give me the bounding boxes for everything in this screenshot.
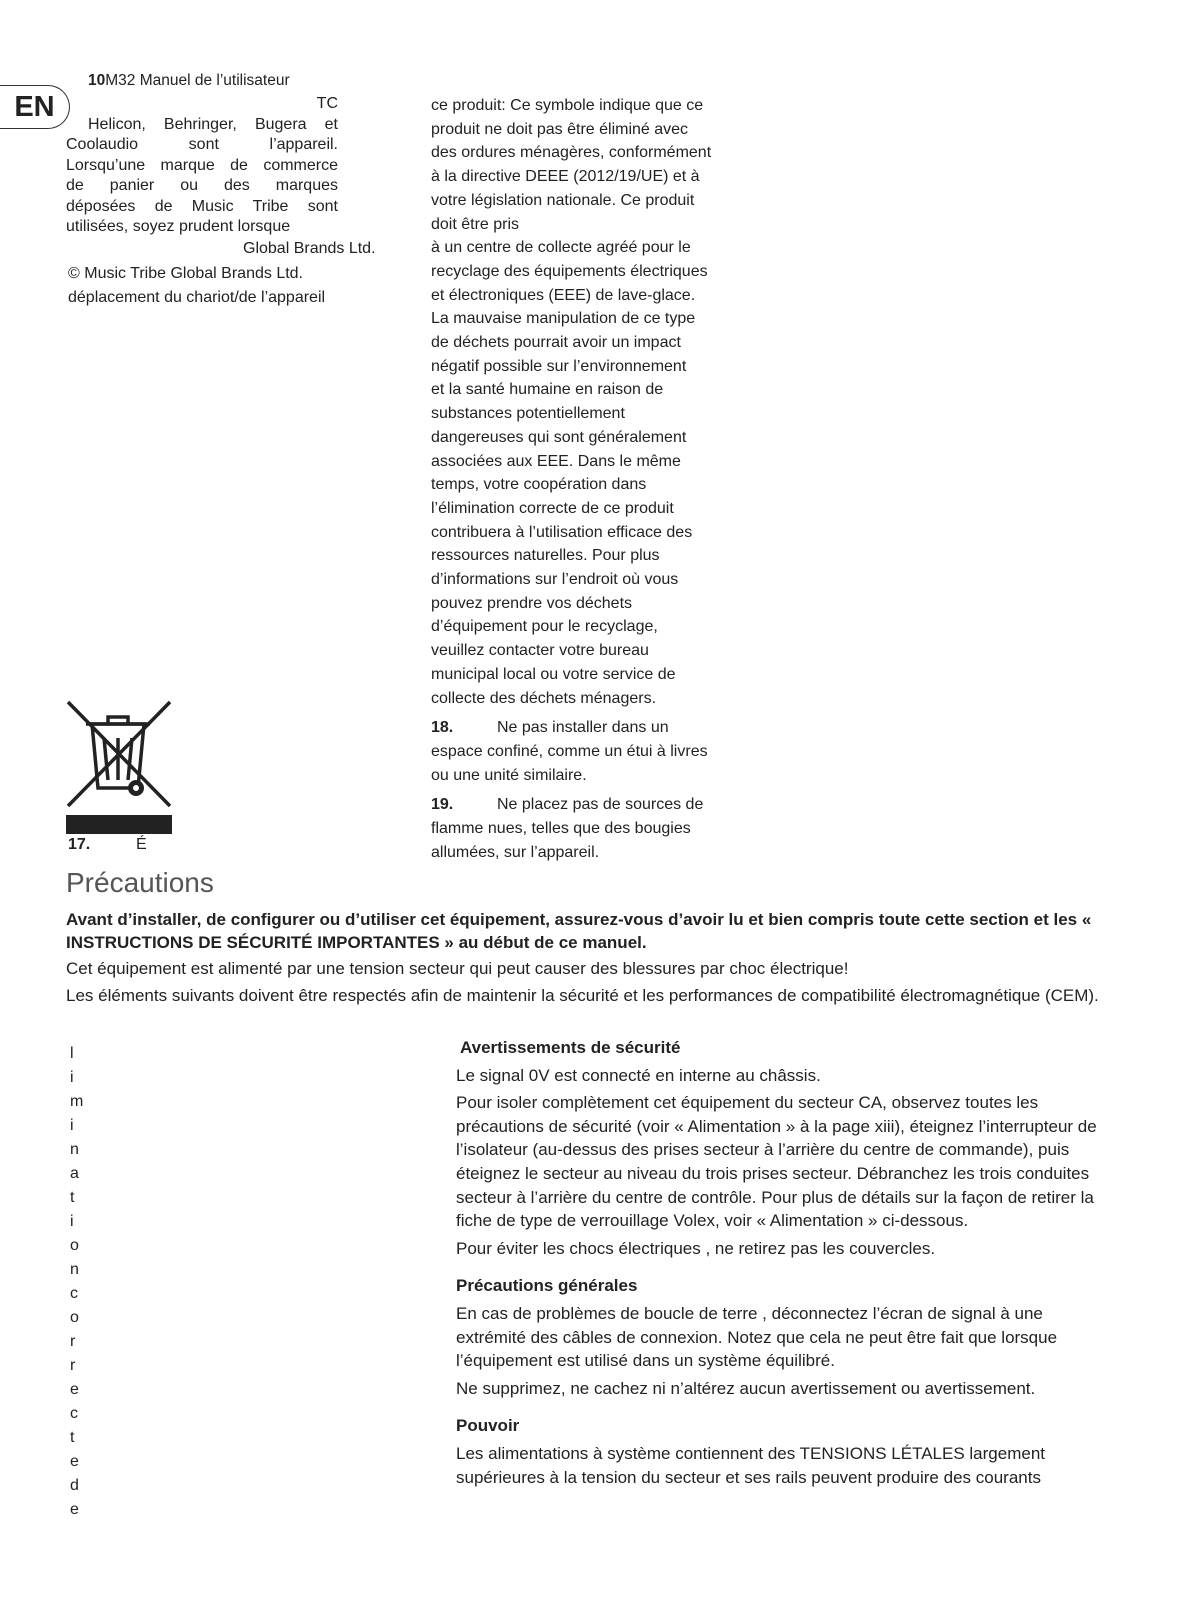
weee-line: municipal local ou votre service de (431, 665, 676, 683)
item-18-number: 18. (431, 719, 454, 737)
weee-line: dangereuses qui sont généralement (431, 428, 687, 446)
paragraph: Ne supprimez, ne cachez ni n’altérez aucun avertissement ou avertissement. (456, 1378, 1036, 1398)
weee-line: négatif possible sur l’environnement (431, 357, 687, 375)
page-number: 10 (88, 72, 106, 89)
weee-bin-icon (64, 698, 174, 848)
vertical-letter: a (70, 1165, 79, 1182)
manual-title: M32 Manuel de l’utilisateur (105, 72, 290, 89)
trademark-line: Helicon, Behringer, Bugera et (88, 115, 338, 133)
item-19 (431, 793, 751, 864)
weee-line: ressources naturelles. Pour plus (431, 547, 660, 565)
weee-line: ce produit: Ce symbole indique que ce (431, 97, 704, 114)
weee-line: à un centre de collecte agréé pour le (431, 239, 691, 257)
item-19-line: flamme nues, telles que des bougies (431, 820, 691, 838)
vertical-letter: e (70, 1501, 79, 1518)
item-17-number: 17. (68, 836, 91, 853)
item-18-line: espace confiné, comme un étui à livres (431, 742, 708, 760)
weee-line: votre législation nationale. Ce produit (431, 191, 695, 209)
vertical-letter: r (70, 1333, 76, 1350)
vertical-letter: o (70, 1237, 79, 1254)
weee-line: temps, votre coopération dans (431, 476, 647, 494)
vertical-letter: i (70, 1117, 74, 1134)
vertical-letter: d (70, 1477, 79, 1494)
section-paragraph: Les éléments suivants doivent être respectés afin de maintenir la sécurité et les performances de compatibilité électromagnétique (CEM). (66, 986, 1099, 1005)
vertical-letter: t (70, 1189, 75, 1206)
trademark-line: de panier ou des marques (66, 177, 338, 194)
heading-safety: Avertissements de sécurité (460, 1038, 681, 1057)
item-17-letter: É (136, 836, 147, 853)
weee-line: produit ne doit pas être éliminé avec (431, 120, 689, 138)
vertical-letter: e (70, 1381, 79, 1398)
weee-notice (431, 94, 751, 869)
weee-line: La mauvaise manipulation de ce type (431, 310, 696, 328)
weee-line: associées aux EEE. Dans le même (431, 452, 681, 470)
paragraph: Pour isoler complètement cet équipement du secteur CA, observez toutes les précautions de sécurité (voir « Alimentation » à la page xiii), éteignez l’interrupteur de l’isolateur (au-dessus des prises secteur à l’arrière du centre de commande), puis éteignez le secteur au niveau du trois prises secteur. Débranchez les trois conduites secteur à l’arrière du centre de contrôle. Pour plus de détails sur la façon de retirer la fiche de type de verrouillage Volex, voir « Alimentation » ci-dessous. (456, 1093, 1097, 1231)
copyright: © Music Tribe Global Brands Ltd. (68, 265, 303, 282)
trademark-line: déposées de Music Tribe sont (66, 197, 338, 215)
trademark-line: utilisées, soyez prudent lorsque (66, 218, 291, 235)
vertical-letter: t (70, 1429, 75, 1446)
item-19-line: Ne placez pas de sources de (497, 796, 704, 814)
page-header (88, 72, 290, 90)
vertical-letter: e (70, 1453, 79, 1470)
weee-line: substances potentiellement (431, 405, 625, 423)
section-lead: Avant d’installer, de configurer ou d’utiliser cet équipement, assurez-vous d’avoir lu et bien compris toute cette section et les « INSTRUCTIONS DE SÉCURITÉ IMPORTANTES » au début de ce manuel. (66, 910, 1092, 952)
weee-line: recyclage des équipements électriques (431, 262, 708, 280)
paragraph: Les alimentations à système contiennent des TENSIONS LÉTALES largement supérieures à la tension du secteur et ses rails peuvent produire des courants (456, 1443, 1045, 1487)
weee-line: collecte des déchets ménagers. (431, 689, 657, 707)
heading-general: Précautions générales (456, 1276, 638, 1296)
vertical-letter: n (70, 1261, 79, 1278)
paragraph: Pour éviter les chocs électriques , ne retirez pas les couvercles. (456, 1238, 936, 1258)
trademark-tc: TC (316, 95, 338, 112)
vertical-letter: i (70, 1213, 74, 1230)
global-brands: Global Brands Ltd. (243, 240, 376, 257)
language-tab: EN (0, 85, 70, 129)
vertical-letter: n (70, 1141, 79, 1158)
weee-line: et électroniques (EEE) de lave-glace. (431, 286, 696, 304)
heading-power: Pouvoir (456, 1416, 520, 1436)
weee-line: doit être pris (431, 215, 520, 233)
vertical-letter: r (70, 1357, 76, 1374)
vertical-letter: m (70, 1093, 84, 1110)
item-19-line: allumées, sur l’appareil. (431, 843, 600, 861)
weee-line: l’élimination correcte de ce produit (431, 499, 674, 517)
safety-warnings (456, 1036, 1116, 1489)
weee-line: d’équipement pour le recyclage, (431, 618, 658, 636)
vertical-letter: c (70, 1285, 78, 1302)
trademark-line: Coolaudio sont l’appareil. (66, 136, 338, 153)
vertical-letter: o (70, 1309, 79, 1326)
weee-line: à la directive DEEE (2012/19/UE) et à (431, 168, 700, 186)
trademark-text (66, 94, 338, 238)
weee-line: veuillez contacter votre bureau (431, 642, 649, 660)
paragraph: Le signal 0V est connecté en interne au châssis. (456, 1065, 821, 1085)
section-paragraph: Cet équipement est alimenté par une tension secteur qui peut causer des blessures par choc électrique! (66, 959, 849, 978)
weee-line: pouvez prendre vos déchets (431, 594, 633, 612)
item-18 (431, 716, 751, 787)
vertical-letter: c (70, 1405, 78, 1422)
weee-line: et la santé humaine en raison de (431, 381, 664, 399)
item-19-number: 19. (431, 796, 454, 814)
weee-line: d’informations sur l’endroit où vous (431, 571, 679, 589)
vertical-letters (70, 1042, 90, 1522)
cart-warning: déplacement du chariot/de l’appareil (68, 289, 326, 306)
item-18-line: ou une unité similaire. (431, 766, 587, 784)
weee-line: contribuera à l’utilisation efficace des (431, 523, 693, 541)
item-18-line: Ne pas installer dans un (497, 719, 669, 737)
vertical-letter: i (70, 1069, 74, 1086)
paragraph: En cas de problèmes de boucle de terre , déconnectez l’écran de signal à une extrémité des câbles de connexion. Notez que cela ne peut être fait que lorsque l’équipement est utilisé dans un système équilibré. (456, 1303, 1058, 1371)
section-title: Précautions (66, 867, 214, 898)
weee-line: de déchets pourrait avoir un impact (431, 334, 681, 352)
vertical-letter: l (70, 1045, 74, 1062)
weee-line: des ordures ménagères, conformément (431, 144, 712, 162)
trademark-line: Lorsqu’une marque de commerce (66, 156, 338, 174)
